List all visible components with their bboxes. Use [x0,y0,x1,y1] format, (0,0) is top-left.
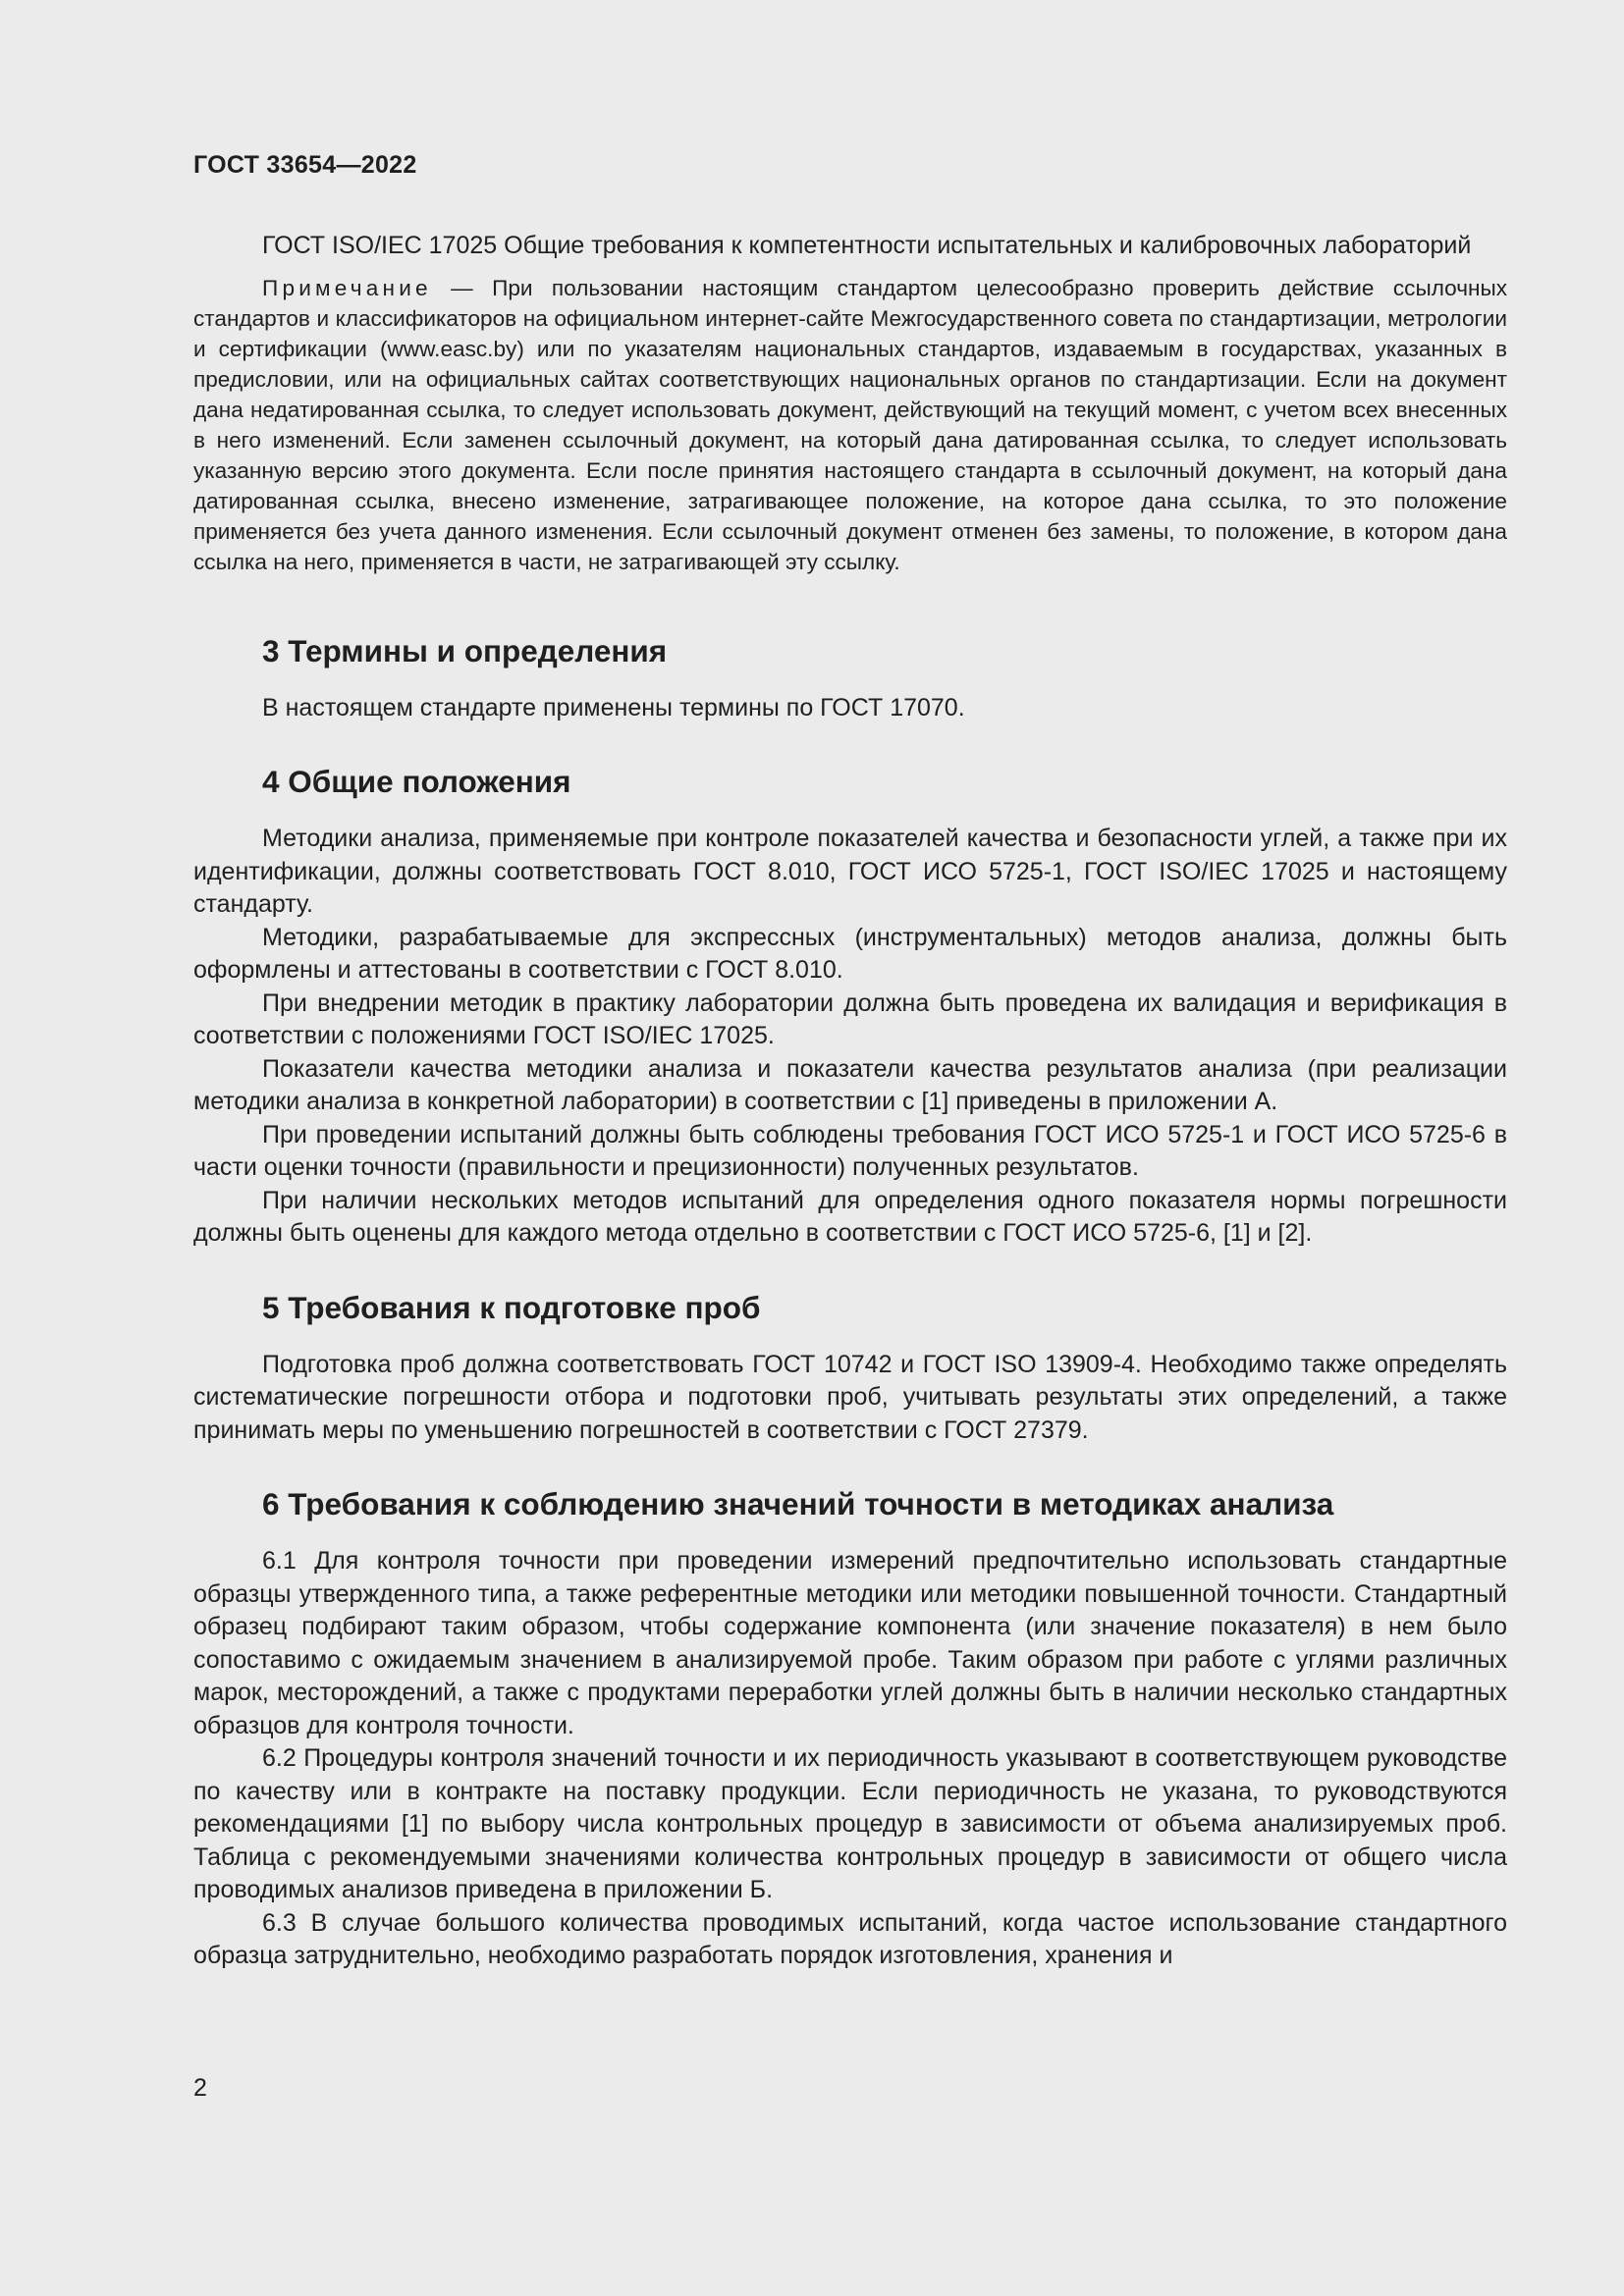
section-4-paragraph: При проведении испытаний должны быть соблюдены требования ГОСТ ИСО 5725-1 и ГОСТ ИСО 5725-6 в части оценки точности (правильности и прецизионности) полученных результатов. [193,1120,1507,1181]
section-5-heading: 5 Требования к подготовке проб [262,1289,761,1325]
document-header: ГОСТ 33654—2022 [193,151,417,179]
note-text: — При пользовании настоящим стандартом целесообразно проверить действие ссылочных стандартов и классификаторов на официальном интернет-сайте Межгосударственного совета по стандартизации, метрологии и сертификации (www.easc.by) или по указателям национальных стандартов, издаваемым в государствах, указанных в предисловии, или на официальных сайтах соответствующих национальных органов по стандартизации. Если на документ дана недатированная ссылка, то следует использовать документ, действующий на текущий момент, с учетом всех внесенных в него изменений. Если заменен ссылочный документ, на который дана датированная ссылка, то следует использовать указанную версию этого документа. Если после принятия настоящего стандарта в ссылочный документ, на который дана датированная ссылка, внесено изменение, затрагивающее положение, на которое дана ссылка, то это положение применяется без учета данного изменения. Если ссылочный документ отменен без замены, то положение, в котором дана ссылка на него, применяется в части, не затрагивающей эту ссылку. [193,275,1507,574]
section-5-paragraph: Подготовка проб должна соответствовать ГОСТ 10742 и ГОСТ ISO 13909-4. Необходимо также определять систематические погрешности отбора и подготовки проб, учитывать результаты этих определений, а также принимать меры по уменьшению погрешностей в соответствии с ГОСТ 27379. [193,1350,1507,1444]
section-4-paragraph: При внедрении методик в практику лаборатории должна быть проведена их валидация и верификация в соответствии с положениями ГОСТ ISO/IEC 17025. [193,988,1507,1049]
section-6-paragraph: 6.1 Для контроля точности при проведении измерений предпочтительно использовать стандартные образцы утвержденного типа, а также референтные методики или методики повышенной точности. Стандартный образец подбирают таким образом, чтобы содержание компонента (или значение показателя) в нем было сопоставимо с ожидаемым значением в анализируемой пробе. Таким образом при работе с углями различных марок, месторождений, а также с продуктами переработки углей должны быть в наличии несколько стандартных образцов для контроля точности. [193,1547,1507,1739]
page-content [193,147,1507,1973]
section-6-heading: 6 Требования к соблюдению значений точности в методиках анализа [262,1486,1334,1522]
reference-item: ГОСТ ISO/IEC 17025 Общие требования к компетентности испытательных и калибровочных лабораторий [262,232,1472,259]
section-3-paragraph: В настоящем стандарте применены термины по ГОСТ 17070. [262,693,965,721]
section-6-paragraph: 6.3 В случае большого количества проводимых испытаний, когда частое использование стандартного образца затруднительно, необходимо разработать порядок изготовления, хранения и [193,1908,1507,1969]
section-4-heading: 4 Общие положения [262,764,571,799]
section-6-paragraph: 6.2 Процедуры контроля значений точности и их периодичность указывают в соответствующем руководстве по качеству или в контракте на поставку продукции. Если периодичность не указана, то руководствуются рекомендациями [1] по выбору числа контрольных процедур в зависимости от объема анализируемых проб. Таблица с рекомендуемыми значениями количества контрольных процедур в зависимости от общего числа проводимых анализов приведена в приложении Б. [193,1744,1507,1903]
note-label: Примечание [262,275,432,300]
reference-note [193,273,1507,577]
section-4-paragraph: При наличии нескольких методов испытаний для определения одного показателя нормы погрешности должны быть оценены для каждого метода отдельно в соответствии с ГОСТ ИСО 5725-6, [1] и [2]. [193,1186,1507,1247]
section-4-paragraph: Методики, разрабатываемые для экспрессных (инструментальных) методов анализа, должны быть оформлены и аттестованы в соответствии с ГОСТ 8.010. [193,923,1507,984]
page-number: 2 [193,2074,207,2102]
section-4-paragraph: Показатели качества методики анализа и показатели качества результатов анализа (при реализации методики анализа в конкретной лаборатории) в соответствии с [1] приведены в приложении А. [193,1054,1507,1115]
section-3-heading: 3 Термины и определения [262,632,668,668]
section-4-paragraph: Методики анализа, применяемые при контроле показателей качества и безопасности углей, а также при их идентификации, должны соответствовать ГОСТ 8.010, ГОСТ ИСО 5725-1, ГОСТ ISO/IEC 17025 и настоящему стандарту. [193,825,1507,918]
